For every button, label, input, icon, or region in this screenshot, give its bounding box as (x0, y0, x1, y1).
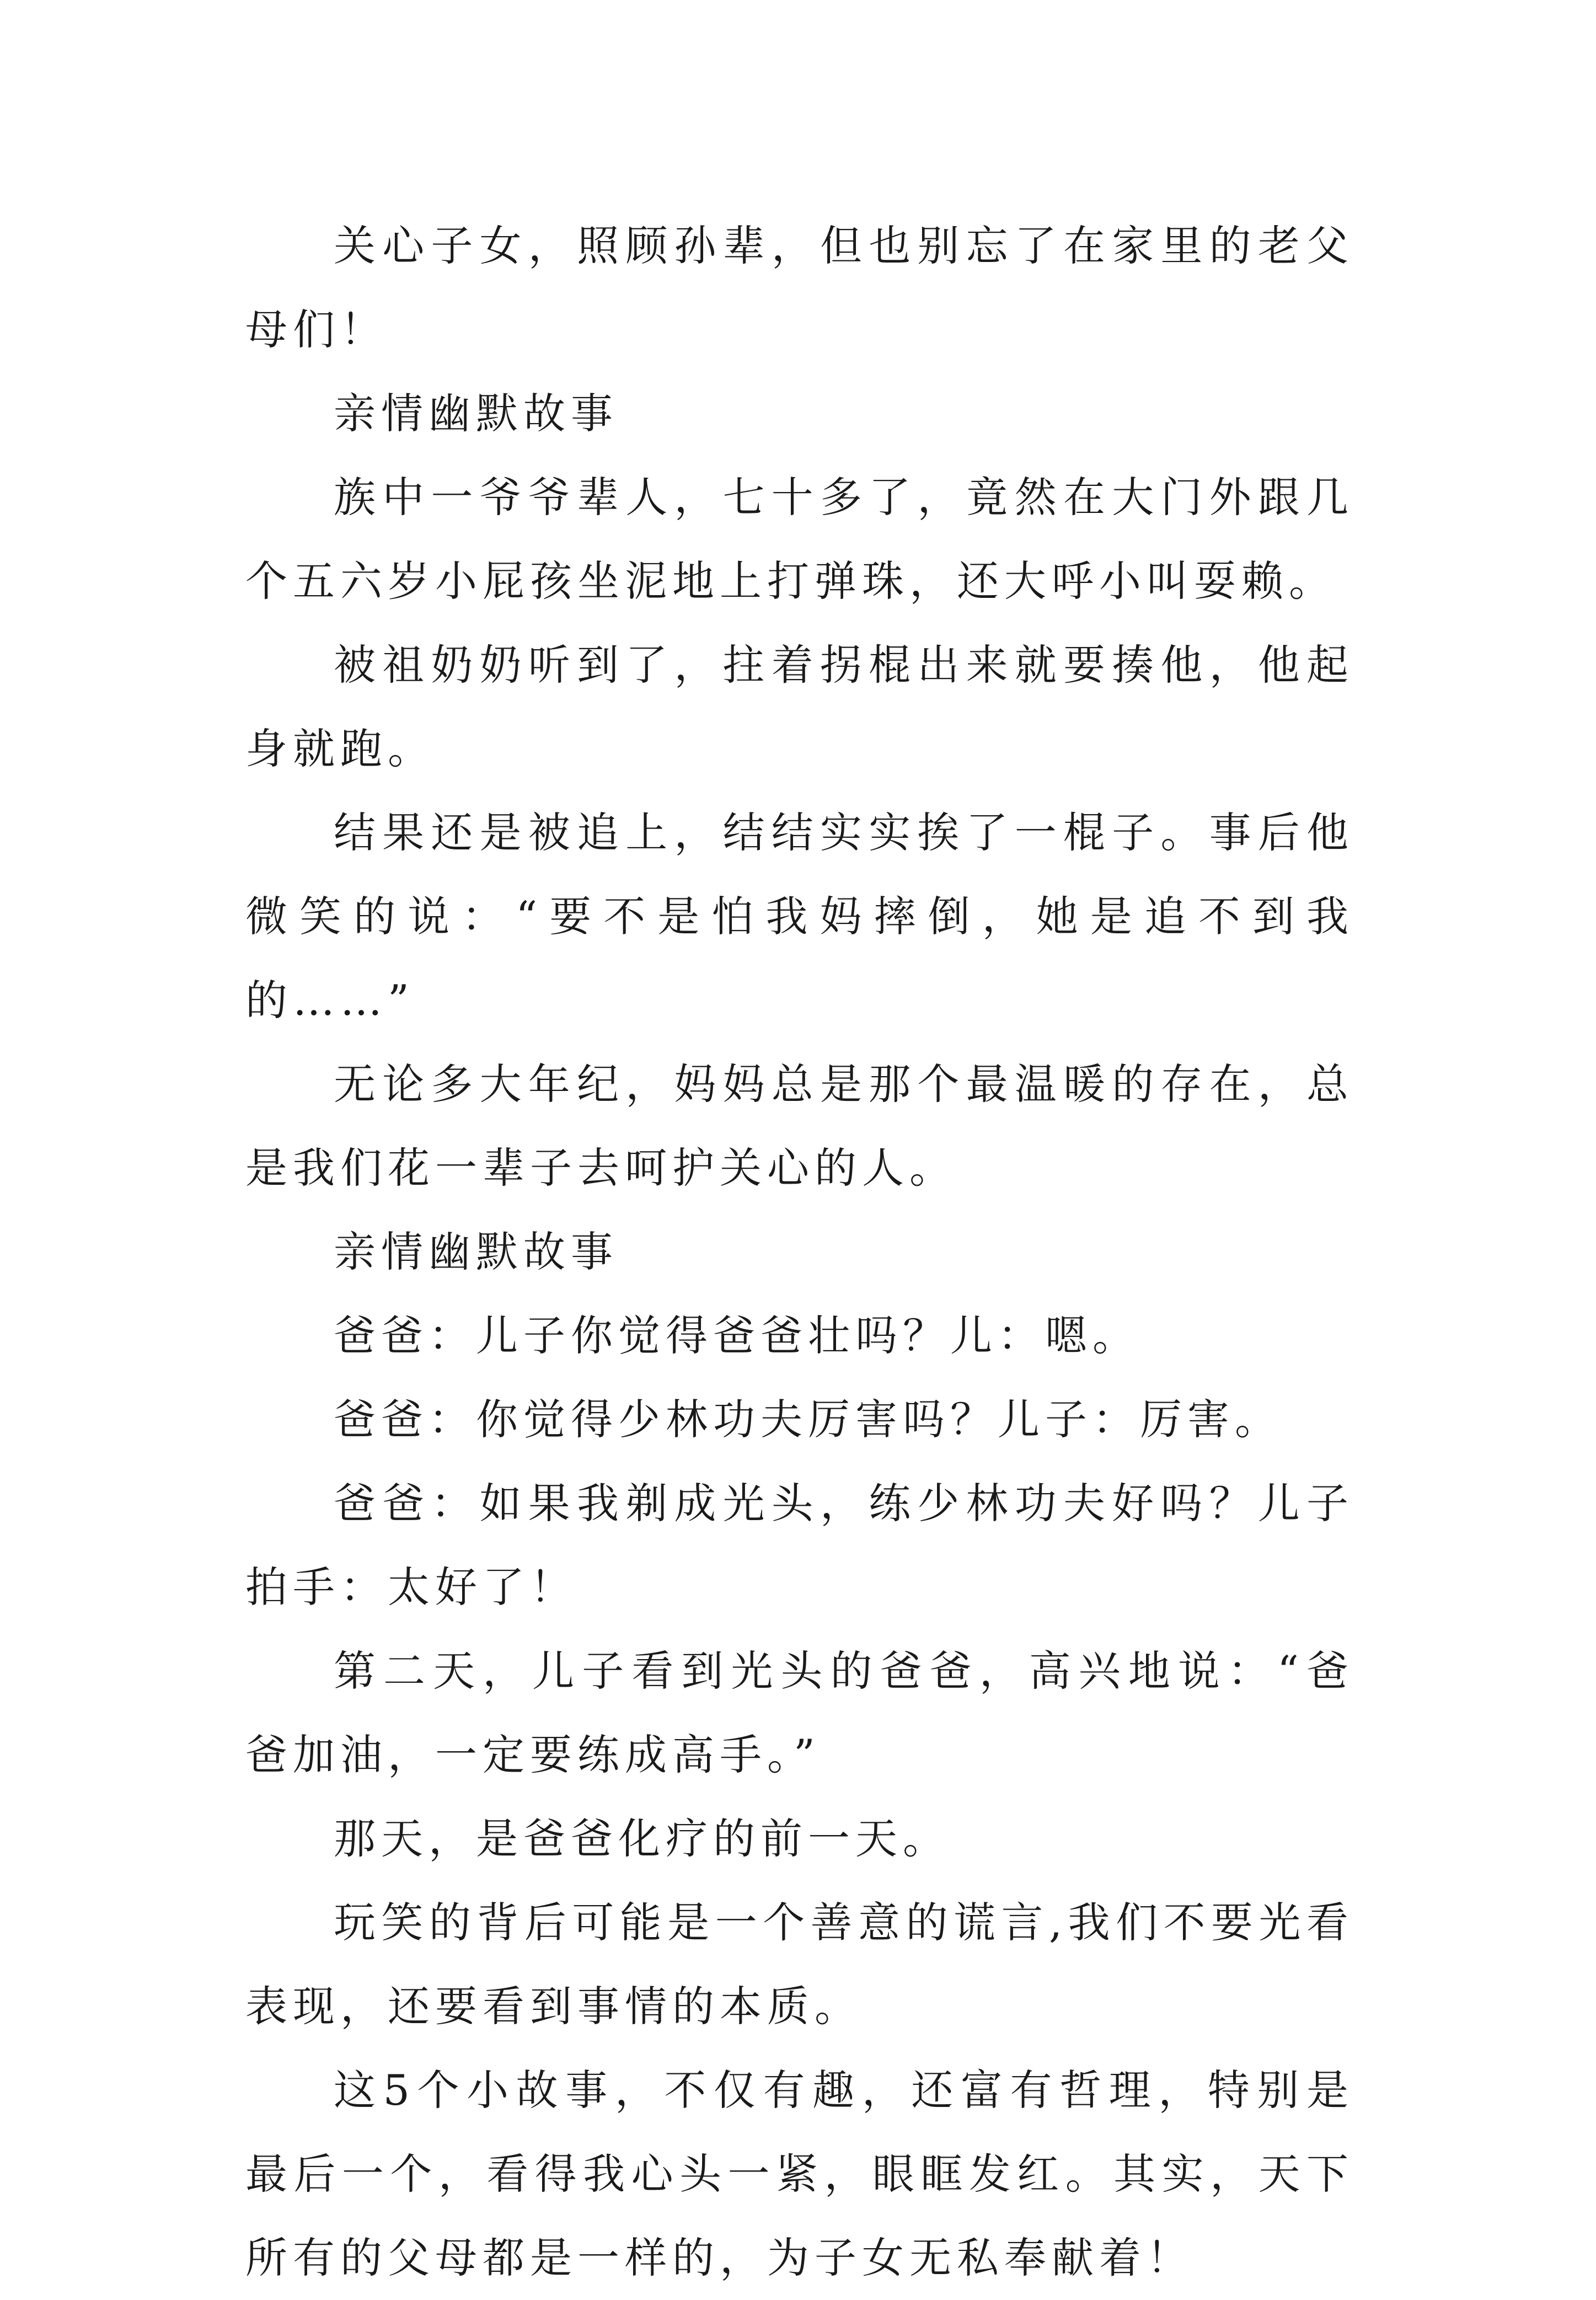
paragraph: 族中一爷爷辈人，七十多了，竟然在大门外跟几个五六岁小屁孩坐泥地上打弹珠，还大呼小叫耍赖。 (245, 473, 1354, 606)
section-heading: 亲情幽默故事 (334, 1227, 618, 1276)
paragraph: 爸爸：你觉得少林功夫厉害吗？儿子：厉害。 (334, 1395, 1282, 1444)
paragraph: 无论多大年纪，妈妈总是那个最温暖的存在，总是我们花一辈子去呵护关心的人。 (245, 1060, 1354, 1192)
paragraph: 结果还是被追上，结结实实挨了一棍子。事后他微笑的说：“要不是怕我妈摔倒，她是追不到我的……” (245, 808, 1354, 1025)
paragraph-intro: 关心子女，照顾孙辈，但也别忘了在家里的老父母们！ (245, 221, 1354, 354)
paragraph: 爸爸：如果我剃成光头，练少林功夫好吗？儿子拍手：太好了！ (245, 1479, 1354, 1612)
paragraph: 爸爸：儿子你觉得爸爸壮吗？儿：嗯。 (334, 1311, 1140, 1360)
paragraph: 玩笑的背后可能是一个善意的谎言,我们不要光看表现，还要看到事情的本质。 (245, 1898, 1354, 2031)
paragraph: 被祖奶奶听到了，拄着拐棍出来就要揍他，他起身就跑。 (245, 640, 1354, 773)
paragraph: 那天，是爸爸化疗的前一天。 (334, 1814, 950, 1863)
section-heading: 亲情幽默故事 (334, 389, 618, 438)
paragraph-conclusion: 这5个小故事，不仅有趣，还富有哲理，特别是最后一个，看得我心头一紧，眼眶发红。其实，天下所有的父母都是一样的，为子女无私奉献着！ (245, 2066, 1354, 2282)
document-body (245, 204, 1354, 2300)
paragraph: 第二天，儿子看到光头的爸爸，高兴地说：“爸爸加油，一定要练成高手。” (245, 1646, 1354, 1779)
